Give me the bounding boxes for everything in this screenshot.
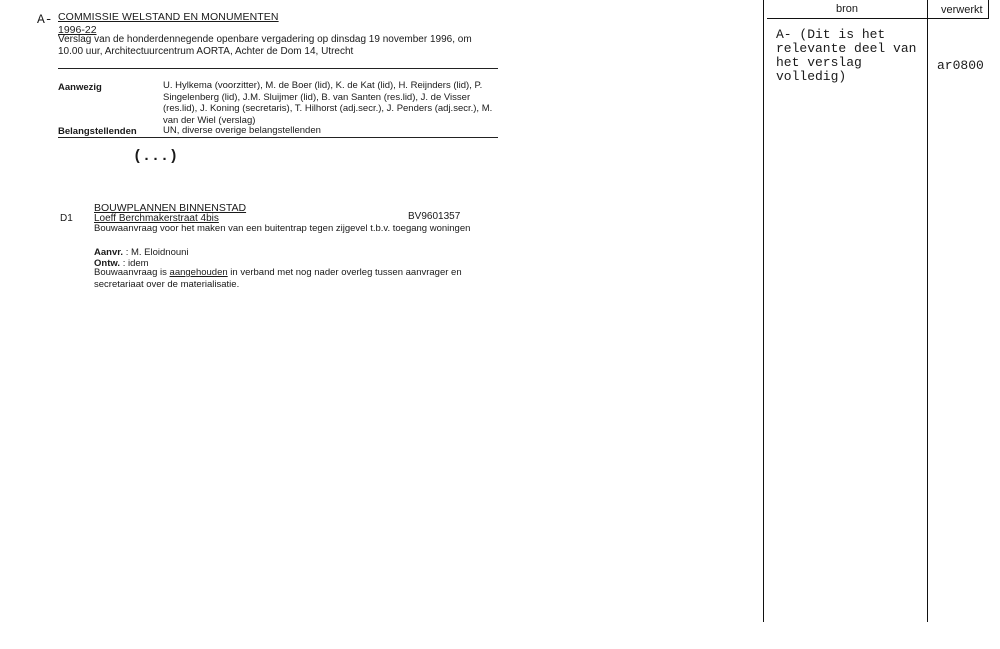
applicant-value: : M. Eloidnouni bbox=[125, 247, 189, 258]
attendance-list: U. Hylkema (voorzitter), M. de Boer (lid), K. de Kat (lid), H. Reijnders (lid), P. Singelenberg (lid), J.M. Sluijmer (lid), B. van Santen (res.lid), J. de Visser (res.lid), J. Koning (secretaris), T. Hilhorst (adj.secr.), J. Penders (adj.secr.), M. van der Wiel (verslag) bbox=[163, 80, 493, 126]
item-result bbox=[94, 267, 494, 290]
stakeholders-label: Belangstellenden bbox=[58, 126, 137, 137]
item-description: Bouwaanvraag voor het maken van een buitentrap tegen zijgevel t.b.v. toegang woningen bbox=[94, 223, 471, 234]
table-left-border bbox=[763, 0, 764, 622]
omission-marker: (...) bbox=[133, 148, 179, 165]
annotation-mark: A- bbox=[37, 12, 53, 27]
item-address: Loeff Berchmakerstraat 4bis bbox=[94, 213, 219, 224]
result-suffix: in verband met nog nader overleg tussen aanvrager en secretariaat over de materialisatie. bbox=[94, 267, 462, 290]
table-header-rule bbox=[767, 18, 989, 19]
item-id: D1 bbox=[60, 213, 73, 224]
document-title: COMMISSIE WELSTAND EN MONUMENTEN bbox=[58, 11, 279, 23]
column-header-source: bron bbox=[836, 3, 859, 15]
designer-value: : idem bbox=[122, 258, 149, 269]
table-right-border bbox=[988, 0, 989, 18]
result-prefix: Bouwaanvraag is bbox=[94, 267, 167, 278]
column-header-processed: verwerkt bbox=[941, 4, 983, 16]
processed-code: ar0800 bbox=[937, 58, 984, 73]
result-status: aangehouden bbox=[169, 267, 228, 278]
designer-label: Ontw. bbox=[94, 258, 121, 269]
item-code: BV9601357 bbox=[408, 211, 461, 222]
divider-bottom bbox=[58, 137, 498, 138]
applicant-label: Aanvr. bbox=[94, 247, 124, 258]
section-heading: BOUWPLANNEN BINNENSTAD bbox=[94, 202, 247, 214]
attendance-label: Aanwezig bbox=[58, 82, 102, 93]
divider-top bbox=[58, 68, 498, 69]
meeting-intro: Verslag van de honderdennegende openbare vergadering op dinsdag 19 november 1996, om 10.00 uur, Architectuurcentrum AORTA, Achter de Dom 14, Utrecht bbox=[58, 34, 472, 57]
document-number: 1996-22 bbox=[58, 24, 97, 36]
source-note: A- (Dit is het relevante deel van het verslag volledig) bbox=[776, 27, 917, 84]
table-column-divider bbox=[927, 0, 928, 622]
stakeholders-list: UN, diverse overige belangstellenden bbox=[163, 125, 321, 136]
item-applicant bbox=[94, 247, 189, 258]
